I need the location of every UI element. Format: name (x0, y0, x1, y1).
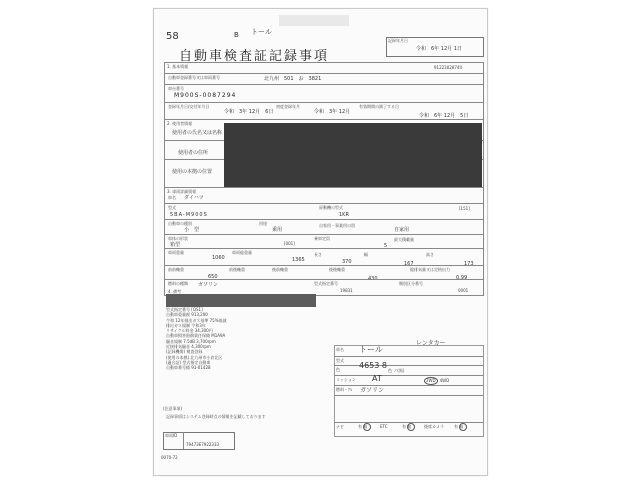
maker-label: 車名 (168, 195, 176, 200)
remarks-line: (記録機関) 検査登録 (166, 349, 203, 355)
displacement: 0.99 (456, 275, 468, 281)
length-label: 長さ (314, 252, 322, 257)
hand-etc-value: 有 無 (402, 424, 412, 429)
hand-fuel-label: 燃料・ｱﾙ (336, 387, 352, 392)
displacement-label: 総排気量又は定格出力 (410, 267, 450, 272)
weight-label: 車両重量 (168, 250, 184, 255)
rental-note: レンタカー (416, 340, 446, 347)
hand-mission-label: ミッション (336, 377, 356, 382)
remarks-line: 自動車損害賠償責任保険 M1A9A (166, 333, 226, 339)
max-load-label: 最大積載量 (394, 237, 414, 242)
maker-code: [151] (459, 206, 470, 211)
maker: ダイハツ (184, 195, 204, 201)
purpose-label: 自家用・事業用の別 (319, 223, 355, 228)
use-label: 用途 (259, 221, 267, 226)
kind: 小 型 (184, 227, 200, 233)
gross-weight: 1365 (292, 257, 305, 263)
hand-car-name: トール (359, 345, 383, 354)
hand-fuel: ガソリン (360, 387, 385, 394)
remarks-label: 4. 備考 (168, 289, 182, 294)
width: 167 (404, 261, 414, 267)
remarks-line: 騒音規制 7.5dB 3,700rpm (166, 338, 216, 344)
record-date: 令和 6年 12月 1日 (416, 46, 462, 52)
capacity: 5 (384, 243, 388, 249)
hand-car-name-label: 車名 (336, 347, 344, 352)
remarks-list (166, 307, 227, 371)
remarks-redaction (166, 294, 316, 307)
header-redaction (279, 15, 349, 26)
front-axle-label: 前前軸重 (168, 267, 184, 272)
remarks-line: 型式指定番号 [QS1] (166, 307, 203, 312)
kind-label: 自動車の種別 (168, 221, 192, 226)
vehicle-section-label: 3. 車両詳細情報 (167, 189, 197, 194)
engine-label: 原動機の型式 (319, 205, 343, 210)
user-section-label: 2. 使用者情報 (167, 121, 193, 126)
model-label: 型式 (168, 205, 176, 210)
remarks-line: 近接排気騒音 4,300rpm (166, 344, 211, 350)
notice-text: 記録事項はシステム登録時点の情報を記載しております (166, 414, 266, 419)
drive-circle (424, 377, 438, 385)
chassis-label: 車台番号 (168, 86, 184, 91)
serial-number: 9122302874II (434, 65, 462, 70)
gross-label: 車両総重量 (232, 250, 252, 255)
nav-circle (363, 423, 371, 431)
remarks-line: 自動車番号標 91-01428 (166, 365, 211, 371)
reg-no-label: 自動車登録番号又は車両番号 (168, 75, 220, 80)
page-title: 自動車検査証記録事項 (179, 49, 330, 64)
use: 乗用 (272, 227, 283, 233)
body: 箱型 (170, 242, 181, 248)
fuel: ガソリン (198, 282, 219, 288)
hand-etc-label: ETC (380, 424, 388, 429)
remarks-line: リサイクル料金 34,300円 (166, 328, 213, 334)
width-label: 幅 (364, 252, 368, 257)
height-label: 高さ (426, 252, 434, 257)
remarks-line: 自動車重量税 913,200 (166, 312, 208, 318)
body-label: 車体の形状 (168, 236, 188, 241)
hand-model-value: 4653 8 (359, 361, 387, 370)
first-year: 令和 3年 12月 (314, 109, 351, 115)
vehicle-id: 79473E7922333 (186, 442, 220, 447)
fuel-label: 燃料の種類 (168, 281, 188, 286)
rear-rear-label: 後後軸重 (329, 267, 345, 272)
body-code: [001] (284, 241, 295, 246)
rear-rear: 430 (368, 276, 378, 282)
hand-color: 色 ノ(黒) (388, 368, 405, 373)
type-no-label: 型式指定番号 (314, 281, 338, 286)
hand-drive: 2WD・4WD (426, 378, 450, 383)
form-code: 0070-72 (161, 455, 178, 460)
first-reg-date: 令和 3年 12月 6日 (224, 109, 274, 115)
hand-mission: AT (372, 374, 382, 383)
hand-model-label: 型式 (336, 358, 344, 363)
expiry-label: 有効期間の満了する日 (359, 104, 399, 109)
class-no: 0001 (458, 288, 469, 293)
user-address-label: 使用者の住所 (178, 150, 209, 156)
type-no: 19831 (340, 288, 353, 293)
hand-camera-label: 後席カメラ (424, 424, 444, 429)
base-location-label: 使用の本拠の位置 (172, 169, 213, 175)
reg-no: 北九州 501 お 3821 (264, 76, 322, 82)
vehicle-id-label: 車両ID (165, 433, 178, 438)
expiry-date: 令和 6年 12月 5日 (419, 113, 469, 119)
remarks-line: (使用の本拠) 北九州市小倉北区 (166, 354, 223, 360)
remarks-line: 令和 12年排出ガス基準 75%低減 (166, 317, 227, 323)
front-rear-label: 前後軸重 (229, 267, 245, 272)
record-date-label: 記録年月日 (388, 38, 408, 43)
remarks-line: 排出ガス規制 令和3年 (166, 322, 206, 328)
notice-label: (注意事項) (163, 406, 183, 411)
camera-circle (459, 423, 467, 431)
hand-nav-label: ナビ (336, 424, 344, 429)
first-year-label: 初度登録年月 (276, 104, 300, 109)
class-no-label: 類別区分番号 (399, 281, 423, 286)
etc-circle (407, 423, 415, 431)
inspection-record-sheet (153, 8, 488, 476)
user-name-label: 使用者の氏名又は名称 (172, 130, 223, 136)
handwritten-b: B (234, 31, 239, 39)
first-reg-label: 登録年月日/交付年月日 (168, 104, 210, 109)
rear-front-label: 後前軸重 (272, 267, 288, 272)
purpose: 自家用 (394, 227, 410, 233)
capacity-label: 乗車定員 (314, 236, 330, 241)
engine: 1KR (339, 212, 349, 218)
front-axle: 650 (208, 274, 218, 280)
hand-camera-value: 有 無 (454, 424, 464, 429)
length: 370 (342, 259, 352, 265)
model: 5BA-M900S (170, 212, 208, 218)
hand-nav-value: 有 無 (358, 424, 368, 429)
weight: 1060 (212, 255, 225, 261)
chassis-number: M900S-0087294 (174, 92, 237, 99)
remarks-line: (適合証) 型式指定自動車 (166, 359, 211, 365)
handwritten-model: トール (251, 28, 272, 36)
basic-section-label: 1. 基本情報 (167, 64, 189, 69)
handwritten-number: 58 (166, 31, 179, 42)
personal-info-redaction (224, 123, 482, 187)
hand-color-label: 色 (336, 367, 340, 372)
height: 173 (464, 261, 474, 267)
